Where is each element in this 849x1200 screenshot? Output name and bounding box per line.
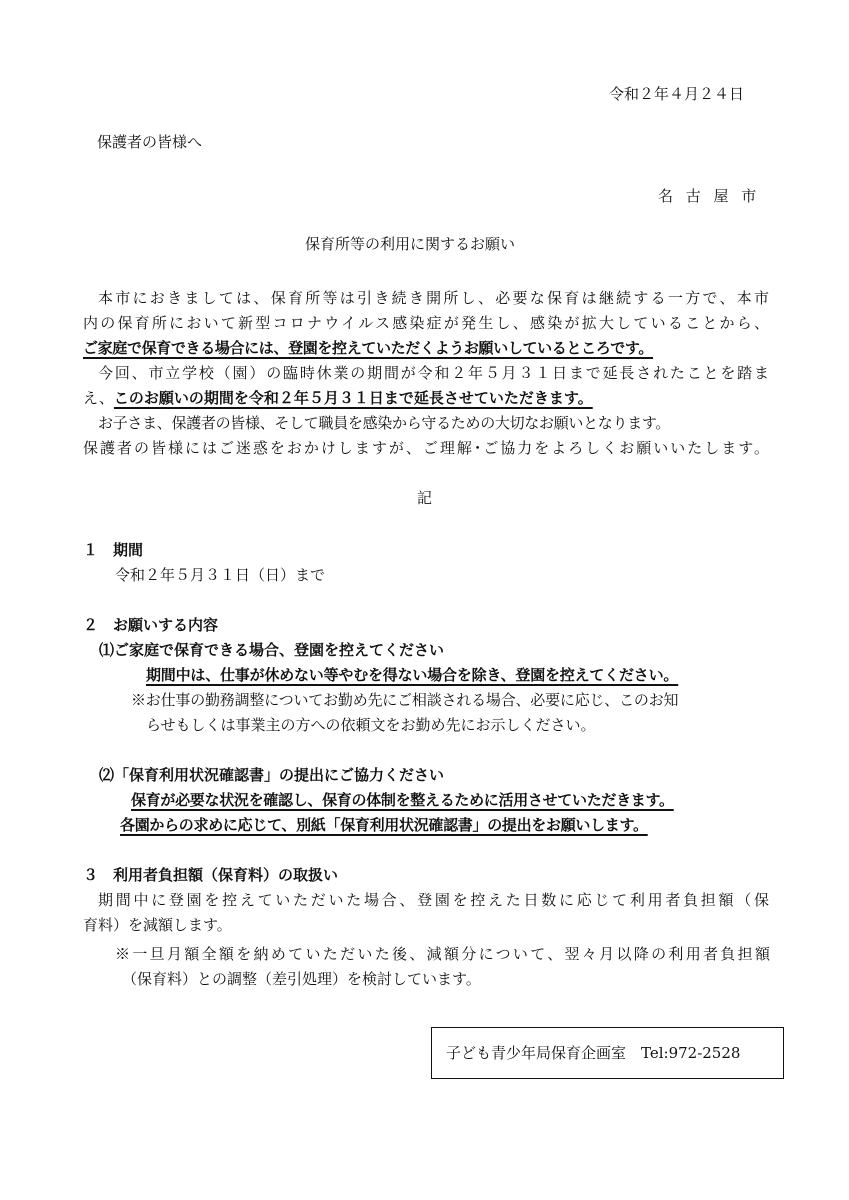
section-3-note-2: （保育料）との調整（差引処理）を検討しています。	[122, 970, 481, 988]
intro-line-5-prefix: え、	[83, 389, 114, 407]
section-1-heading: １ 期間	[83, 541, 144, 559]
document-date: 令和２年４月２４日	[609, 85, 745, 103]
ki-marker: 記	[417, 489, 433, 507]
section-3-note-1: ※一旦月額全額を納めていただいた後、減額分について、翌々月以降の利用者負担額	[115, 945, 770, 963]
intro-line-7: 保護者の皆様にはご迷惑をおかけしますが、ご理解･ご協力をよろしくお願いいたします。	[83, 439, 769, 457]
section-2-item-2-emphasis-1: 保育が必要な状況を確認し、保育の体制を整えるために活用させていただきます。	[131, 791, 674, 809]
section-2-item-2-heading: ⑵「保育利用状況確認書」の提出にご協力ください	[99, 766, 445, 784]
contact-info: 子ども青少年局保育企画室 Tel:972-2528	[446, 1044, 741, 1062]
section-3-body-1: 期間中に登園を控えていただいた場合、登園を控えた日数に応じて利用者負担額（保	[98, 891, 769, 909]
intro-line-1: 本市におきましては、保育所等は引き続き開所し、必要な保育は継続する一方で、本市	[98, 289, 769, 307]
section-2-item-1-note-2: らせもしくは事業主の方への依頼文をお勤め先にお示しください。	[146, 716, 596, 734]
intro-emphasis-1: ご家庭で保育できる場合には、登園を控えていただくようお願いしているところです。	[83, 339, 654, 357]
intro-line-4: 今回、市立学校（園）の臨時休業の期間が令和２年５月３１日まで延長されたことを踏ま	[98, 364, 769, 382]
intro-emphasis-2: このお願いの期間を令和２年５月３１日まで延長させていただきます。	[113, 389, 593, 407]
section-3-body-2: 育料）を減額します。	[83, 916, 232, 934]
intro-line-6: お子さま、保護者の皆様、そして職員を感染から守るための大切なお願いとなります。	[98, 414, 671, 432]
section-2-heading: ２ お願いする内容	[83, 616, 219, 634]
section-1-body: 令和２年５月３１日（日）まで	[115, 566, 326, 584]
section-2-item-1-note-1: ※お仕事の勤務調整についてお勤め先にご相談される場合、必要に応じ、このお知	[131, 691, 679, 709]
section-2-item-1-emphasis: 期間中は、仕事が休めない等やむを得ない場合を除き、登園を控えてください。	[146, 666, 679, 684]
section-2-item-2-emphasis-2: 各園からの求めに応じて、別紙「保育利用状況確認書」の提出をお願いします。	[120, 816, 648, 834]
recipient-line: 保護者の皆様へ	[97, 133, 203, 151]
section-3-heading: ３ 利用者負担額（保育料）の取扱い	[83, 866, 339, 884]
contact-box	[431, 1027, 784, 1079]
intro-line-2: 内の保育所において新型コロナウイルス感染症が発生し、感染が拡大していることから、	[83, 314, 769, 332]
document-title: 保育所等の利用に関するお願い	[305, 235, 516, 253]
intro-line-5	[83, 387, 593, 409]
section-2-item-1-heading: ⑴ご家庭で保育できる場合、登園を控えてください	[99, 641, 445, 659]
sender-name: 名 古 屋 市	[658, 187, 761, 205]
